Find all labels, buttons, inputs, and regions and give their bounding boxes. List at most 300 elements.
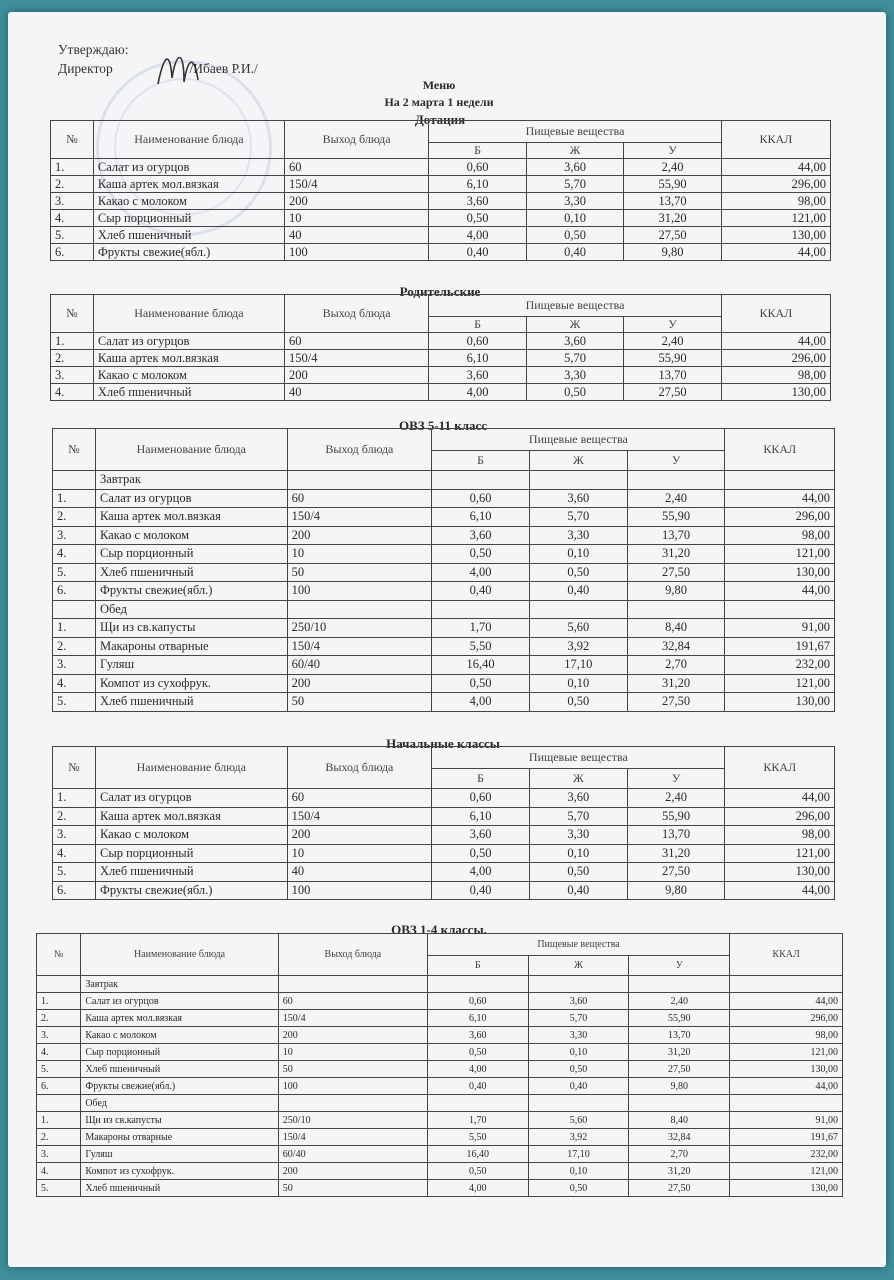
row-number: 1. — [53, 789, 96, 808]
kcal-value: 232,00 — [725, 656, 834, 675]
header-protein: Б — [432, 451, 530, 471]
dish-output: 100 — [284, 244, 428, 261]
table-row — [51, 244, 831, 261]
kcal-value: 130,00 — [730, 1180, 843, 1197]
fat-value: 17,10 — [529, 656, 627, 675]
kcal-value — [730, 1095, 843, 1112]
fat-value: 0,10 — [529, 674, 627, 693]
dish-output: 60 — [284, 333, 428, 350]
protein-value — [427, 1095, 528, 1112]
fat-value: 3,30 — [526, 367, 624, 384]
row-number: 4. — [53, 545, 96, 564]
dish-name: Фрукты свежие(ябл.) — [81, 1078, 278, 1095]
protein-value: 0,40 — [429, 244, 527, 261]
carbs-value: 55,90 — [629, 1010, 730, 1027]
row-number — [37, 976, 81, 993]
kcal-value: 130,00 — [725, 563, 834, 582]
dish-output: 40 — [284, 227, 428, 244]
carbs-value: 13,70 — [624, 367, 722, 384]
dish-output: 200 — [287, 826, 432, 845]
carbs-value: 31,20 — [627, 545, 725, 564]
dish-name: Сыр порционный — [96, 545, 288, 564]
dish-name: Хлеб пшеничный — [93, 227, 284, 244]
dish-output: 50 — [287, 563, 432, 582]
menu-title: Меню — [422, 78, 456, 92]
row-number: 5. — [53, 693, 96, 712]
kcal-value: 121,00 — [730, 1163, 843, 1180]
kcal-value: 98,00 — [721, 193, 830, 210]
kcal-value: 44,00 — [725, 489, 834, 508]
carbs-value: 32,84 — [629, 1129, 730, 1146]
fat-value: 5,70 — [529, 508, 627, 527]
table-row — [37, 1061, 843, 1078]
kcal-value: 296,00 — [721, 350, 830, 367]
row-number: 5. — [37, 1180, 81, 1197]
table-row — [53, 881, 835, 900]
header-num: № — [37, 934, 81, 976]
kcal-value: 44,00 — [721, 244, 830, 261]
fat-value: 3,60 — [528, 993, 629, 1010]
dish-output: 200 — [278, 1027, 427, 1044]
dish-output: 250/10 — [278, 1112, 427, 1129]
dish-name: Щи из св.капусты — [96, 619, 288, 638]
dish-name: Обед — [96, 600, 288, 619]
fat-value — [528, 1095, 629, 1112]
fat-value: 3,30 — [528, 1027, 629, 1044]
carbs-value: 2,40 — [629, 993, 730, 1010]
dish-output: 100 — [278, 1078, 427, 1095]
fat-value: 0,40 — [528, 1078, 629, 1095]
dish-name: Гуляш — [96, 656, 288, 675]
fat-value: 5,70 — [528, 1010, 629, 1027]
dish-output: 150/4 — [278, 1129, 427, 1146]
carbs-value — [627, 600, 725, 619]
kcal-value: 296,00 — [725, 807, 834, 826]
kcal-value: 91,00 — [725, 619, 834, 638]
fat-value: 3,30 — [529, 526, 627, 545]
carbs-value: 55,90 — [627, 807, 725, 826]
dish-output: 150/4 — [287, 807, 432, 826]
dish-name: Каша артек мол.вязкая — [93, 350, 284, 367]
dish-name: Хлеб пшеничный — [96, 693, 288, 712]
protein-value: 1,70 — [427, 1112, 528, 1129]
protein-value: 6,10 — [427, 1010, 528, 1027]
kcal-value: 296,00 — [730, 1010, 843, 1027]
row-number: 3. — [53, 526, 96, 545]
header-output: Выход блюда — [284, 121, 428, 159]
table-row — [53, 619, 835, 638]
dish-output: 60/40 — [287, 656, 432, 675]
carbs-value — [627, 471, 725, 490]
carbs-value: 9,80 — [629, 1078, 730, 1095]
table-row — [53, 489, 835, 508]
table-row — [37, 1027, 843, 1044]
fat-value: 0,50 — [528, 1180, 629, 1197]
table-row — [51, 193, 831, 210]
kcal-value: 44,00 — [725, 582, 834, 601]
table-row — [53, 600, 835, 619]
table-row — [53, 807, 835, 826]
row-number: 2. — [37, 1129, 81, 1146]
fat-value: 3,92 — [529, 637, 627, 656]
table-row — [53, 545, 835, 564]
dish-output: 200 — [287, 674, 432, 693]
header-nutrients: Пищевые вещества — [427, 934, 729, 956]
fat-value: 0,10 — [528, 1163, 629, 1180]
header-kcal: ККАЛ — [721, 295, 830, 333]
header-name: Наименование блюда — [93, 295, 284, 333]
kcal-value: 130,00 — [721, 227, 830, 244]
table-row — [53, 789, 835, 808]
protein-value: 3,60 — [432, 526, 530, 545]
protein-value: 0,60 — [429, 333, 527, 350]
header-fat: Ж — [528, 956, 629, 976]
header-name: Наименование блюда — [96, 429, 288, 471]
row-number: 6. — [37, 1078, 81, 1095]
row-number: 4. — [51, 384, 94, 401]
dish-name: Салат из огурцов — [96, 489, 288, 508]
table-row — [53, 508, 835, 527]
dish-output: 60 — [284, 159, 428, 176]
table-row — [51, 176, 831, 193]
row-number: 5. — [53, 563, 96, 582]
carbs-value: 2,40 — [627, 489, 725, 508]
section-title: Дотация — [414, 112, 466, 127]
row-number: 4. — [53, 674, 96, 693]
dish-name: Салат из огурцов — [96, 789, 288, 808]
dish-output: 60 — [287, 489, 432, 508]
header-nutrients: Пищевые вещества — [429, 121, 722, 143]
fat-value: 3,60 — [529, 789, 627, 808]
header-kcal: ККАЛ — [725, 429, 834, 471]
protein-value: 16,40 — [432, 656, 530, 675]
header-output: Выход блюда — [287, 429, 432, 471]
dish-output: 150/4 — [287, 637, 432, 656]
protein-value: 0,60 — [432, 789, 530, 808]
fat-value: 5,70 — [526, 176, 624, 193]
dish-name: Салат из огурцов — [93, 159, 284, 176]
table-row — [37, 1078, 843, 1095]
header-fat: Ж — [529, 451, 627, 471]
dish-output: 200 — [284, 193, 428, 210]
carbs-value: 13,70 — [627, 826, 725, 845]
table-row — [51, 159, 831, 176]
dish-output — [287, 471, 432, 490]
header-protein: Б — [429, 317, 527, 333]
dish-name: Фрукты свежие(ябл.) — [96, 881, 288, 900]
menu-table — [52, 746, 835, 900]
dish-name: Завтрак — [81, 976, 278, 993]
carbs-value: 27,50 — [624, 227, 722, 244]
dish-name: Хлеб пшеничный — [93, 384, 284, 401]
dish-name: Какао с молоком — [93, 193, 284, 210]
carbs-value: 2,70 — [627, 656, 725, 675]
table-row — [51, 227, 831, 244]
row-number: 3. — [51, 193, 94, 210]
kcal-value — [725, 600, 834, 619]
header-carbs: У — [627, 451, 725, 471]
approval-name: /Ибаев Р.И./ — [189, 61, 258, 76]
kcal-value: 121,00 — [725, 545, 834, 564]
table-row — [53, 674, 835, 693]
row-number: 2. — [51, 350, 94, 367]
row-number: 3. — [53, 656, 96, 675]
kcal-value: 98,00 — [725, 526, 834, 545]
dish-output: 200 — [284, 367, 428, 384]
dish-output: 100 — [287, 881, 432, 900]
table-row — [53, 526, 835, 545]
dish-output: 50 — [278, 1180, 427, 1197]
kcal-value: 121,00 — [730, 1044, 843, 1061]
fat-value: 0,50 — [529, 863, 627, 882]
row-number: 1. — [37, 1112, 81, 1129]
menu-table — [36, 933, 843, 1197]
table-row — [53, 582, 835, 601]
row-number: 2. — [53, 807, 96, 826]
dish-name: Хлеб пшеничный — [81, 1180, 278, 1197]
header-protein: Б — [432, 769, 530, 789]
table-row — [53, 637, 835, 656]
protein-value: 6,10 — [432, 807, 530, 826]
carbs-value: 2,40 — [624, 159, 722, 176]
protein-value: 4,00 — [427, 1180, 528, 1197]
protein-value: 5,50 — [432, 637, 530, 656]
dish-output: 250/10 — [287, 619, 432, 638]
row-number: 5. — [53, 863, 96, 882]
kcal-value: 121,00 — [725, 674, 834, 693]
dish-name: Макароны отварные — [81, 1129, 278, 1146]
carbs-value: 9,80 — [627, 881, 725, 900]
kcal-value: 296,00 — [725, 508, 834, 527]
dish-name: Компот из сухофрук. — [96, 674, 288, 693]
carbs-value: 13,70 — [627, 526, 725, 545]
dish-output: 60/40 — [278, 1146, 427, 1163]
header-kcal: ККАЛ — [730, 934, 843, 976]
dish-output: 10 — [278, 1044, 427, 1061]
dish-output: 100 — [287, 582, 432, 601]
kcal-value: 98,00 — [725, 826, 834, 845]
carbs-value: 2,40 — [624, 333, 722, 350]
dish-name: Фрукты свежие(ябл.) — [93, 244, 284, 261]
fat-value — [529, 471, 627, 490]
dish-output: 40 — [284, 384, 428, 401]
kcal-value: 130,00 — [721, 384, 830, 401]
table-row — [53, 826, 835, 845]
dish-name: Сыр порционный — [93, 210, 284, 227]
section-title: Родительские — [399, 284, 481, 299]
carbs-value: 8,40 — [627, 619, 725, 638]
fat-value: 3,30 — [526, 193, 624, 210]
protein-value: 3,60 — [429, 193, 527, 210]
section-title: ОВЗ 1-4 классы. — [391, 922, 487, 937]
dish-output: 200 — [287, 526, 432, 545]
protein-value: 0,40 — [432, 881, 530, 900]
protein-value: 4,00 — [432, 563, 530, 582]
row-number: 1. — [53, 489, 96, 508]
menu-table — [50, 120, 831, 261]
section-title: ОВЗ 5-11 класс — [398, 418, 488, 433]
row-number: 6. — [53, 881, 96, 900]
row-number: 3. — [53, 826, 96, 845]
fat-value: 0,10 — [526, 210, 624, 227]
protein-value: 0,60 — [427, 993, 528, 1010]
fat-value: 0,50 — [526, 384, 624, 401]
dish-output: 10 — [287, 844, 432, 863]
dish-output: 10 — [287, 545, 432, 564]
row-number: 4. — [37, 1163, 81, 1180]
menu-date: На 2 марта 1 недели — [384, 95, 494, 109]
kcal-value: 44,00 — [730, 1078, 843, 1095]
header-output: Выход блюда — [278, 934, 427, 976]
row-number: 1. — [51, 333, 94, 350]
row-number: 2. — [37, 1010, 81, 1027]
dish-name: Щи из св.капусты — [81, 1112, 278, 1129]
table-row — [51, 333, 831, 350]
protein-value: 0,60 — [432, 489, 530, 508]
protein-value: 4,00 — [429, 384, 527, 401]
dish-output: 150/4 — [284, 176, 428, 193]
dish-output: 50 — [278, 1061, 427, 1078]
protein-value: 0,50 — [432, 545, 530, 564]
protein-value: 0,40 — [427, 1078, 528, 1095]
protein-value: 3,60 — [427, 1027, 528, 1044]
fat-value: 3,60 — [529, 489, 627, 508]
header-num: № — [51, 295, 94, 333]
header-protein: Б — [427, 956, 528, 976]
kcal-value: 121,00 — [721, 210, 830, 227]
header-carbs: У — [624, 143, 722, 159]
header-fat: Ж — [529, 769, 627, 789]
row-number — [53, 471, 96, 490]
kcal-value: 44,00 — [725, 789, 834, 808]
protein-value: 0,60 — [429, 159, 527, 176]
dish-name: Салат из огурцов — [81, 993, 278, 1010]
protein-value: 4,00 — [429, 227, 527, 244]
fat-value: 0,10 — [529, 844, 627, 863]
kcal-value: 130,00 — [725, 863, 834, 882]
fat-value: 0,50 — [528, 1061, 629, 1078]
fat-value — [529, 600, 627, 619]
fat-value: 5,60 — [528, 1112, 629, 1129]
carbs-value: 27,50 — [629, 1180, 730, 1197]
kcal-value: 91,00 — [730, 1112, 843, 1129]
header-name: Наименование блюда — [93, 121, 284, 159]
dish-output: 40 — [287, 863, 432, 882]
dish-output: 200 — [278, 1163, 427, 1180]
dish-name: Компот из сухофрук. — [81, 1163, 278, 1180]
fat-value: 0,40 — [529, 881, 627, 900]
kcal-value: 98,00 — [721, 367, 830, 384]
protein-value: 0,40 — [432, 582, 530, 601]
header-name: Наименование блюда — [81, 934, 278, 976]
row-number: 4. — [51, 210, 94, 227]
dish-name: Хлеб пшеничный — [81, 1061, 278, 1078]
row-number: 5. — [51, 227, 94, 244]
dish-name: Какао с молоком — [96, 526, 288, 545]
protein-value: 1,70 — [432, 619, 530, 638]
row-number: 1. — [37, 993, 81, 1010]
table-row — [51, 384, 831, 401]
protein-value: 4,00 — [427, 1061, 528, 1078]
header-protein: Б — [429, 143, 527, 159]
table-row — [51, 367, 831, 384]
carbs-value: 32,84 — [627, 637, 725, 656]
carbs-value: 27,50 — [627, 693, 725, 712]
header-output: Выход блюда — [284, 295, 428, 333]
header-num: № — [53, 747, 96, 789]
carbs-value: 9,80 — [624, 244, 722, 261]
table-row — [37, 1146, 843, 1163]
fat-value: 0,50 — [526, 227, 624, 244]
approval-line2 — [58, 59, 258, 78]
table-row — [37, 1163, 843, 1180]
kcal-value: 44,00 — [730, 993, 843, 1010]
dish-output: 150/4 — [278, 1010, 427, 1027]
table-row — [37, 976, 843, 993]
table-row — [51, 210, 831, 227]
kcal-value: 44,00 — [721, 159, 830, 176]
carbs-value: 27,50 — [627, 563, 725, 582]
fat-value: 3,60 — [526, 159, 624, 176]
header-nutrients: Пищевые вещества — [432, 429, 725, 451]
table-row — [37, 1095, 843, 1112]
dish-output: 150/4 — [287, 508, 432, 527]
table-row — [37, 1112, 843, 1129]
row-number: 1. — [53, 619, 96, 638]
table-row — [53, 563, 835, 582]
carbs-value: 55,90 — [624, 350, 722, 367]
carbs-value: 31,20 — [627, 674, 725, 693]
row-number — [53, 600, 96, 619]
kcal-value: 121,00 — [725, 844, 834, 863]
row-number: 3. — [51, 367, 94, 384]
table-row — [53, 656, 835, 675]
protein-value: 0,50 — [432, 674, 530, 693]
carbs-value: 27,50 — [627, 863, 725, 882]
fat-value: 5,70 — [529, 807, 627, 826]
dish-name: Каша артек мол.вязкая — [96, 807, 288, 826]
kcal-value: 130,00 — [725, 693, 834, 712]
row-number: 3. — [37, 1027, 81, 1044]
row-number: 2. — [53, 508, 96, 527]
fat-value: 3,92 — [528, 1129, 629, 1146]
header-num: № — [51, 121, 94, 159]
approval-block — [58, 40, 258, 78]
fat-value: 0,10 — [529, 545, 627, 564]
header-fat: Ж — [526, 317, 624, 333]
kcal-value: 130,00 — [730, 1061, 843, 1078]
approval-position: Директор — [58, 61, 113, 76]
dish-name: Какао с молоком — [81, 1027, 278, 1044]
dish-output: 60 — [287, 789, 432, 808]
fat-value — [528, 976, 629, 993]
protein-value: 16,40 — [427, 1146, 528, 1163]
section-title: Начальные классы — [386, 736, 500, 751]
dish-output — [278, 976, 427, 993]
protein-value: 0,50 — [427, 1163, 528, 1180]
table-row — [53, 844, 835, 863]
kcal-value: 44,00 — [721, 333, 830, 350]
kcal-value — [730, 976, 843, 993]
carbs-value: 2,70 — [629, 1146, 730, 1163]
fat-value: 17,10 — [528, 1146, 629, 1163]
header-nutrients: Пищевые вещества — [432, 747, 725, 769]
row-number: 2. — [53, 637, 96, 656]
dish-output: 50 — [287, 693, 432, 712]
carbs-value: 55,90 — [624, 176, 722, 193]
header-carbs: У — [629, 956, 730, 976]
fat-value: 0,40 — [529, 582, 627, 601]
